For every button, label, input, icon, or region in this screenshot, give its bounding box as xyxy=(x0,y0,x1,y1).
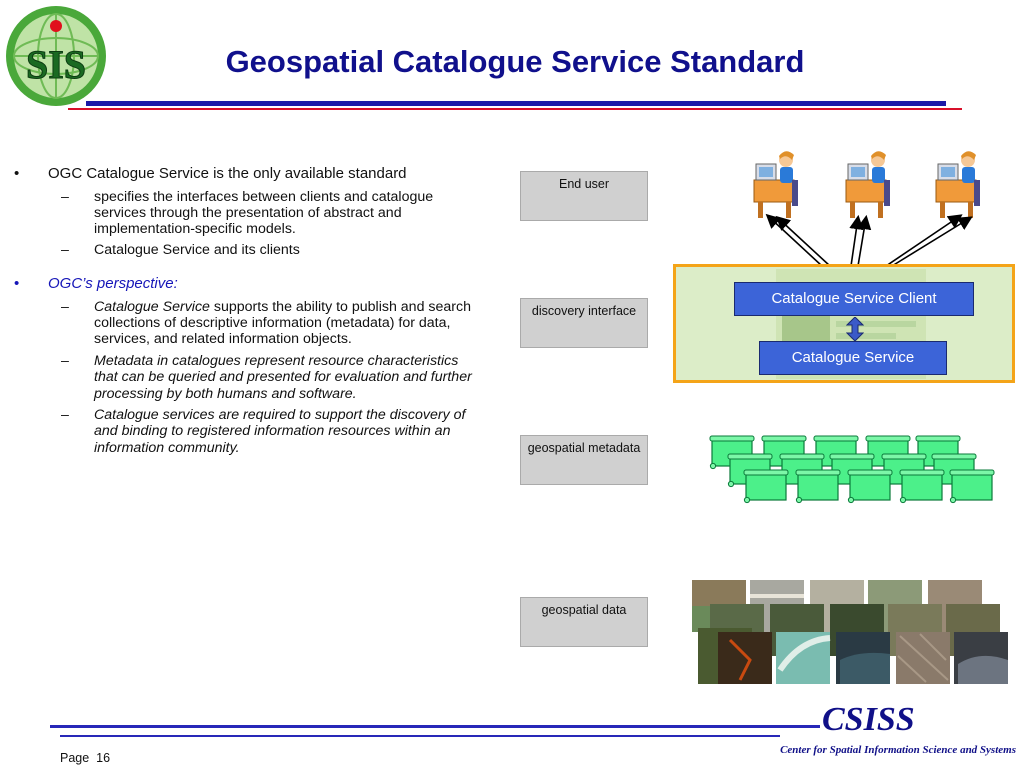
bullet-item: • OGC’s perspective: xyxy=(14,275,178,293)
bullet-text: OGC’s perspective: xyxy=(48,275,178,293)
page-number-value: 16 xyxy=(96,751,111,765)
page-title: Geospatial Catalogue Service Standard xyxy=(225,44,805,79)
catalogue-service-box: Catalogue Service xyxy=(759,341,947,375)
layer-label-geospatial-data: geospatial data xyxy=(520,597,648,647)
layer-label-end-user: End user xyxy=(520,171,648,221)
imagery-road xyxy=(750,594,804,598)
logo-text: SIS xyxy=(25,42,87,87)
sub-bullet-text: specifies the interfaces between clients and catalogue services through the presentation of abstract and implementation-specific models. xyxy=(94,188,434,238)
sis-logo xyxy=(4,4,108,108)
geospatial-imagery-mosaic xyxy=(690,580,1010,688)
page-label: Page xyxy=(60,751,90,765)
header-rule-red xyxy=(68,108,962,110)
end-user-icon xyxy=(846,151,890,218)
end-user-figures xyxy=(660,140,1020,270)
sub-bullet-italic-term: Catalogue Service xyxy=(94,298,210,315)
metadata-scroll-icon xyxy=(848,470,892,503)
catalogue-service-client-box: Catalogue Service Client xyxy=(734,282,974,316)
metadata-scroll-icon xyxy=(900,470,944,503)
end-user-icon xyxy=(936,151,980,218)
sub-bullet-item: – Metadata in catalogues represent resource characteristics that can be queried and presented for evaluation and further processing by both humans and software. xyxy=(61,352,472,402)
footer-rule-bottom xyxy=(60,735,780,737)
layer-label-geospatial-metadata: geospatial metadata xyxy=(520,435,648,485)
double-arrow-icon xyxy=(846,317,864,341)
sub-bullet-text: supports the ability to publish and search collections of descriptive information (metadata) for data, services, and related information objects. xyxy=(94,298,471,348)
bullet-list xyxy=(14,166,484,456)
imagery-tile xyxy=(718,632,772,684)
catalogue-group-frame xyxy=(673,264,1015,383)
sub-bullet-text: Metadata in catalogues represent resource characteristics that can be queried and presented for evaluation and further processing by both humans and software. xyxy=(94,352,472,402)
metadata-scroll-icon xyxy=(950,470,994,503)
metadata-scrolls xyxy=(700,430,1000,510)
sub-bullet-item: – specifies the interfaces between clients and catalogue services through the presentation of abstract and implementation-specific models. xyxy=(61,188,434,238)
sub-bullet-item: – Catalogue Service and its clients xyxy=(61,241,300,258)
layer-label-discovery-interface: discovery interface xyxy=(520,298,648,348)
sub-bullet-item: – Catalogue Service supports the ability to publish and search collections of descriptive information (metadata) for data, services, and related information objects. xyxy=(61,298,471,348)
sub-bullet-item: – Catalogue services are required to support the discovery of and binding to registered information resources within an information community. xyxy=(61,407,466,456)
sub-bullet-text: Catalogue services are required to support the discovery of and binding to registered information resources within an information community. xyxy=(94,407,466,456)
footer-rule-top xyxy=(50,725,820,728)
csiss-brand: CSISS xyxy=(822,701,915,738)
page-number xyxy=(60,751,110,765)
sub-bullet-text: Catalogue Service and its clients xyxy=(94,241,300,258)
metadata-scroll-icon xyxy=(796,470,840,503)
bullet-item: • OGC Catalogue Service is the only available standard xyxy=(14,165,407,182)
bullet-text: OGC Catalogue Service is the only available standard xyxy=(48,165,407,182)
metadata-scroll-icon xyxy=(744,470,788,503)
csiss-subtitle: Center for Spatial Information Science and Systems xyxy=(780,744,1016,756)
header-rule-blue xyxy=(86,101,946,106)
end-user-icon xyxy=(754,151,798,218)
